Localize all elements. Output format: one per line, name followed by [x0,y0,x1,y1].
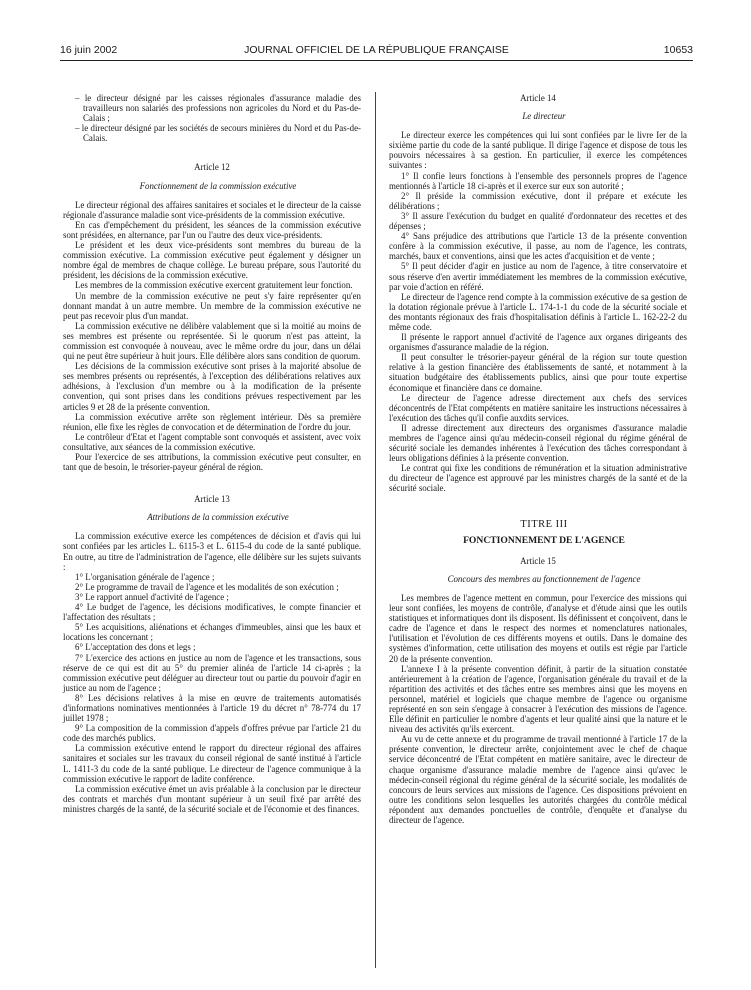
right-column [389,93,687,825]
paragraph: Le directeur régional des affaires sanitaires et sociales et le directeur de la caisse régionale d'assurance maladie sont vice-présidents de la commission exécutive. [63,199,361,220]
list-item: 4° Sans préjudice des attributions que l'article 13 de la présente convention confère à la commission exécutive, il passe, au nom de l'agence, les contrats, marchés, baux et conventions, ainsi que les actes d'acquisition et de vente ; [389,231,687,262]
header-rule [60,60,693,61]
article-13-heading: Article 13 [194,494,230,505]
left-column [63,93,361,814]
paragraph: La commission exécutive entend le rapport du directeur régional des affaires sanitaires et sociales sur les travaux du conseil régional de santé institué à l'article L. 1411-3 du code de la santé publique. Le directeur de l'agence communique à la commission exécutive le rapport de ladite conférence. [63,743,361,784]
list-item: 5° Les acquisitions, aliénations et échanges d'immeubles, ainsi que les baux et locations les concernant ; [63,622,361,643]
column-divider [375,92,376,968]
article-13-title: Attributions de la commission exécutive [147,512,289,523]
list-item: 7° L'exercice des actions en justice au nom de l'agence et les transactions, sous réserve de ce qui est dit au 5° du premier alinéa de l'article 14 ci-après ; la commission exécutive peut déléguer au directeur tout ou partie du pouvoir d'agir en justice au nom de l'agence ; [63,652,361,693]
article-15-heading: Article 15 [520,555,556,566]
list-item: 1° L'organisation générale de l'agence ; [75,571,215,582]
paragraph: La commission exécutive ne délibère valablement que si la moitié au moins de ses membres est présente ou représentée. Si le quorum n'est pas atteint, la commission est convoquée à nouveau, avec le même ordre du jour, dans un délai qui ne peut être supérieur à huit jours. Elle délibère alors sans condition de quorum. [63,320,361,362]
list-item: 8° Les décisions relatives à la mise en œuvre de traitements automatisés d'informations nominatives mentionnées à l'article 19 du décret n° 78-774 du 17 juillet 1978 ; [63,692,361,724]
paragraph: Il adresse directement aux directeurs des organismes d'assurance maladie membres de l'agence ainsi qu'au médecin-conseil régional du régime général de sécurité sociale les demandes inhérentes à l'exécution des tâches correspondant à leurs obligations définies à la présente convention. [389,422,687,464]
list-item: 1° Il confie leurs fonctions à l'ensemble des personnels propres de l'agence mentionnés à l'article 18 ci-après et il exerce sur eux son autorité ; [389,170,687,191]
paragraph: La commission exécutive émet un avis préalable à la conclusion par le directeur des contrats et marchés d'un montant supérieur à un seuil fixé par arrêté des ministres chargés de la santé, de la sécurité sociale et de l'économie et des finances. [63,783,361,814]
paragraph: L'annexe I à la présente convention définit, à partir de la situation constatée antérieurement à la création de l'agence, l'organisation générale du travail et de la répartition des activités et des tâches entre ses membres ainsi que les moyens en personnel, matériel et logiciels que chaque membre de l'agence ou organisme représenté en son sein s'engage à consacrer à l'exécution des missions de l'agence. Elle définit en particulier le nombre d'agents et leur qualité ainsi que la nature et le niveau des activités qu'ils exercent. [389,663,687,735]
list-item: 2° Le programme de travail de l'agence et les modalités de son exécution ; [75,581,339,592]
paragraph: En cas d'empêchement du président, les séances de la commission exécutive sont présidées, en alternance, par l'un ou l'autre des deux vice-présidents. [63,219,361,240]
list-item: 6° L'acceptation des dons et legs ; [75,642,196,653]
paragraph: Le directeur exerce les compétences qui lui sont confiées par le livre Ier de la sixième partie du code de la santé publique. Il dirige l'agence et dispose de tous les pouvoirs nécessaires à sa gestion. En particulier, il exerce les compétences suivantes : [389,130,687,171]
paragraph: Un membre de la commission exécutive ne peut s'y faire représenter qu'en donnant mandat à un autre membre. Un membre de la commission exécutive ne peut pas recevoir plus d'un mandat. [63,290,361,321]
article-14-heading: Article 14 [520,93,556,103]
article-14-title: Le directeur [522,111,566,122]
paragraph: Pour l'exercice de ses attributions, la commission exécutive peut consulter, en tant que de besoin, le trésorier-payeur général de région. [63,452,361,473]
paragraph: Il peut consulter le trésorier-payeur général de la région sur toute question relative à la gestion financière des établissements de santé, et notamment à la situation budgétaire des établissements publics, ainsi que pour toute expertise économique et financière dans ce domaine. [389,352,687,393]
paragraph: Le contrôleur d'Etat et l'agent comptable sont convoqués et assistent, avec voix consultative, aux séances de la commission exécutive. [63,431,361,452]
list-item: 3° Le rapport annuel d'activité de l'agence ; [75,591,229,602]
bullet-item: – le directeur désigné par les sociétés de secours minières du Nord et du Pas-de-Calais. [75,123,361,144]
list-item: 9° La composition de la commission d'appels d'offres prévue par l'article 21 du code des marchés publics. [63,723,361,744]
paragraph: Les membres de la commission exécutive exercent gratuitement leur fonction. [75,280,353,291]
header-title: JOURNAL OFFICIEL DE LA RÉPUBLIQUE FRANÇAISE [244,44,509,56]
list-item: 5° Il peut décider d'agir en justice au nom de l'agence, à titre conservatoire et sous réserve d'en avertir immédiatement les membres de la commission exécutive, par voie d'action en référé. [389,261,687,292]
list-item: 4° Le budget de l'agence, les décisions modificatives, le compte financier et l'affectation des résultats ; [63,602,361,623]
paragraph: Le contrat qui fixe les conditions de rémunération et la situation administrative du directeur de l'agence est approuvé par les ministres chargés de la santé et de la sécurité sociale. [389,463,687,494]
header-page-number: 10653 [663,44,693,56]
header-date: 16 juin 2002 [60,44,118,56]
titre-subheading: FONCTIONNEMENT DE L'AGENCE [463,534,625,546]
list-item: 2° Il préside la commission exécutive, dont il prépare et exécute les délibérations ; [389,190,687,211]
paragraph: Il présente le rapport annuel d'activité de l'agence aux organes dirigeants des organismes d'assurance maladie de la région. [389,332,687,353]
titre-heading: TITRE III [520,518,568,530]
bullet-item: – le directeur désigné par les caisses régionales d'assurance maladie des travailleurs non salariés des professions non agricoles du Nord et du Pas-de-Calais ; [75,93,361,124]
paragraph: Le directeur de l'agence rend compte à la commission exécutive de sa gestion de la dotation régionale prévue à l'article L. 174-1-1 du code de la sécurité sociale et des montants régionaux des frais d'hospitalisation définis à l'article L. 162-22-2 du même code. [389,291,687,332]
article-12-title: Fonctionnement de la commission exécutive [139,180,297,191]
list-item: 3° Il assure l'exécution du budget en qualité d'ordonnateur des recettes et des dépenses ; [389,210,687,232]
paragraph: Au vu de cette annexe et du programme de travail mentionné à l'article 17 de la présente convention, le directeur arrête, conjointement avec le chef de chaque service déconcentré de l'Etat compétent en matière sanitaire, avec le directeur de chaque organisme d'assurance maladie membre de l'agence ainsi qu'avec le médecin-conseil régional du régime général de la sécurité sociale, les modalités de concours de leurs services aux missions de l'agence. Ces dispositions prévoient en outre les conditions selon lesquelles les autorités chargées du contrôle médical répondent aux demandes ponctuelles de contrôle, d'enquête et d'analyse du directeur de l'agence. [389,734,687,825]
article-15-title: Concours des membres au fonctionnement de l'agence [447,573,641,584]
paragraph: Les décisions de la commission exécutive sont prises à la majorité absolue de ses membres présents ou représentés, à l'exception des délibérations relatives aux adhésions, à l'exclusion d'un membre ou à la modification de la présente convention, qui sont prises dans les conditions prévues respectivement par les articles 9 et 28 de la présente convention. [63,361,361,412]
paragraph: La commission exécutive arrête son règlement intérieur. Dès sa première réunion, elle fixe les règles de convocation et de détermination de l'ordre du jour. [63,411,361,432]
paragraph: Les membres de l'agence mettent en commun, pour l'exercice des missions qui leur sont confiées, les moyens de contrôle, d'analyse et d'étude ainsi que les outils statistiques et informatiques dont ils disposent. Ils définissent et conçoivent, dans le cadre de l'agence et dans le respect des normes et nomenclatures nationales, l'utilisation et l'évolution de ces différents moyens et outils. Dans le domaine des systèmes d'information, cette utilisation des moyens et outils est régie par l'article 20 de la présente convention. [389,592,687,664]
paragraph: Le directeur de l'agence adresse directement aux chefs des services déconcentrés de l'Etat compétents en matière sanitaire les instructions nécessaires à l'exécution des tâches qu'il confie auxdits services. [389,392,687,423]
paragraph: Le président et les deux vice-présidents sont membres du bureau de la commission exécutive. La commission exécutive peut également y désigner un nombre égal de membres de chaque collège. Le bureau prépare, sous l'autorité du président, les décisions de la commission exécutive. [63,240,361,281]
page-header [60,44,693,60]
article-12-heading: Article 12 [194,162,230,173]
paragraph: La commission exécutive exerce les compétences de décision et d'avis qui lui sont confiées par les articles L. 6115-3 et L. 6115-4 du code de la santé publique. En outre, au titre de l'administration de l'agence, elle délibère sur les sujets suivants : [63,531,361,572]
